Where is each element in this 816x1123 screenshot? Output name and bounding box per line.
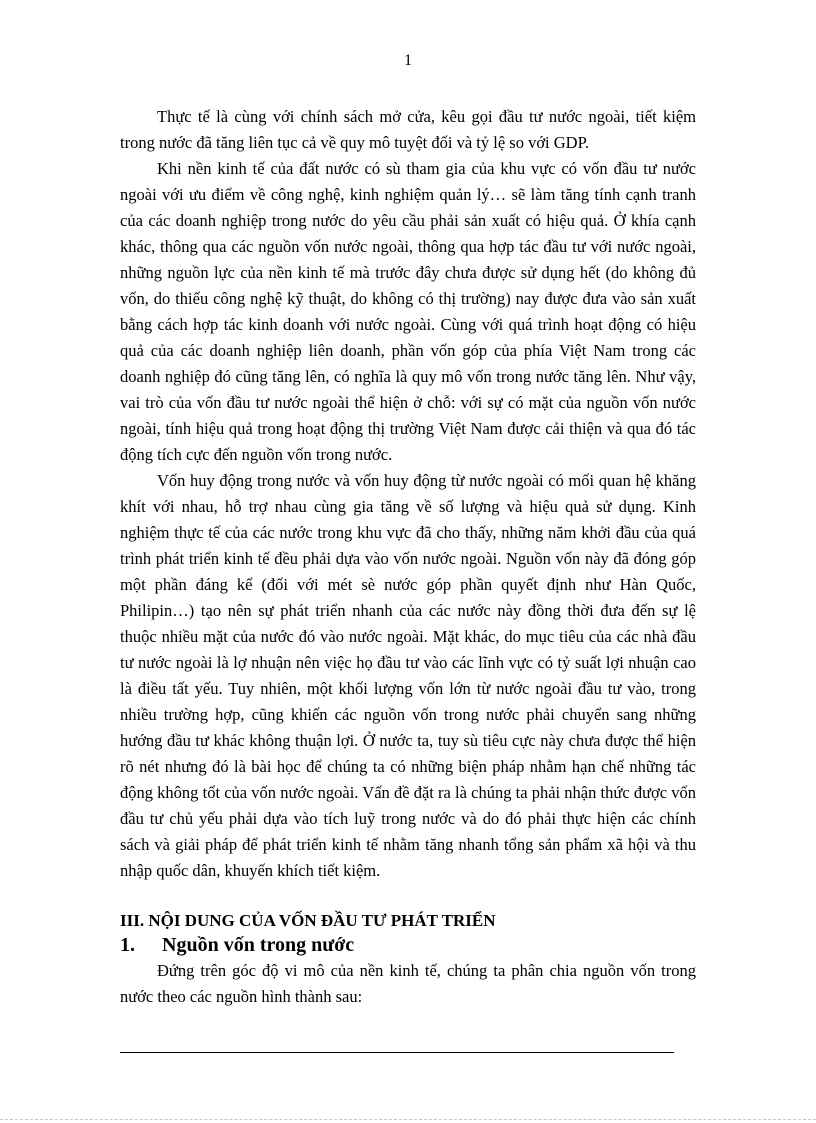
footer-rule	[120, 1052, 674, 1053]
section-heading: III. NỘI DUNG CỦA VỐN ĐẦU TƯ PHÁT TRIỂN	[120, 911, 496, 930]
page-number: 1	[404, 52, 412, 69]
paragraph-savings: Thực tế là cùng với chính sách mở cửa, kêu gọi đầu tư nước ngoài, tiết kiệm trong nước đã tăng liên tục cả về quy mô tuyệt đối và tỷ lệ so với GDP.	[120, 107, 696, 152]
paragraph-foreign-investment-role: Khi nền kinh tế của đất nước có sù tham gia của khu vực có vốn đầu tư nước ngoài với ưu điểm về công nghệ, kinh nghiệm quản lý… sẽ làm tăng tính cạnh tranh của các doanh nghiệp trong nước do yêu cầu phải sản xuất có hiệu quả. Ở khía cạnh khác, thông qua các nguồn vốn nước ngoài, thông qua hợp tác đầu tư với nước ngoài, những nguồn lực của nền kinh tế mà trước đây chưa được sử dụng hết (do không đủ vốn, do thiếu công nghệ kỹ thuật, do không có thị trường) nay được đưa vào sản xuất bằng cách hợp tác kinh doanh với nước ngoài. Cùng với quá trình hoạt động có hiệu quả của các doanh nghiệp liên doanh, phần vốn góp của phía Việt Nam trong các doanh nghiệp đó cũng tăng lên, có nghĩa là quy mô vốn trong nước tăng lên. Như vậy, vai trò của vốn đầu tư nước ngoài thể hiện ở chỗ: với sự có mặt của nguồn vốn nước ngoài, tính hiệu quả trong hoạt động thị trường Việt Nam được cải thiện và qua đó tác động tích cực đến nguồn vốn trong nước.	[120, 159, 696, 464]
subsection-number: 1.	[120, 934, 135, 956]
page-edge-divider	[0, 1119, 816, 1120]
subsection-heading	[120, 932, 696, 958]
document-body	[120, 104, 696, 1010]
paragraph-domestic-foreign-relation: Vốn huy động trong nước và vốn huy động từ nước ngoài có mối quan hệ khăng khít với nhau, hỗ trợ nhau cùng gia tăng về số lượng và hiệu quả sử dụng. Kinh nghiệm thực tế của các nước trong khu vực đã cho thấy, những năm khởi đầu của quá trình phát triển kinh tế đều phải dựa vào vốn nước ngoài. Nguồn vốn này đã đóng góp một phần đáng kể (đối với mét sè nước góp phần quyết định như Hàn Quốc, Philipin…) tạo nên sự phát triển nhanh của các nước này đồng thời đưa đến sự lệ thuộc nhiều mặt của nước đó vào nước ngoài. Mặt khác, do mục tiêu của các nhà đầu tư nước ngoài là lợ nhuận nên việc họ đầu tư vào các lĩnh vực có tỷ suất lợi nhuận cao là điều tất yếu. Tuy nhiên, một khối lượng vốn lớn từ nước ngoài đầu tư vào, trong nhiều trường hợp, cũng khiến các nguồn vốn trong nước phải chuyển sang những hướng đầu tư khác không thuận lợi. Ở nước ta, tuy sù tiêu cực này chưa được thể hiện rõ nét nhưng đó là bài học để chúng ta có những biện pháp nhằm hạn chế những tác động không tốt của vốn nước ngoài. Vấn đề đặt ra là chúng ta phải nhận thức được vốn đầu tư chủ yếu phải dựa vào tích luỹ trong nước và do đó phải thực hiện các chính sách và giải pháp để phát triển kinh tế nhằm tăng nhanh tổng sản phẩm xã hội và thu nhập quốc dân, khuyến khích tiết kiệm.	[120, 471, 696, 880]
subsection-title: Nguồn vốn trong nước	[162, 934, 355, 956]
paragraph-domestic-sources: Đứng trên góc độ vi mô của nền kinh tế, chúng ta phân chia nguồn vốn trong nước theo các nguồn hình thành sau:	[120, 961, 696, 1006]
